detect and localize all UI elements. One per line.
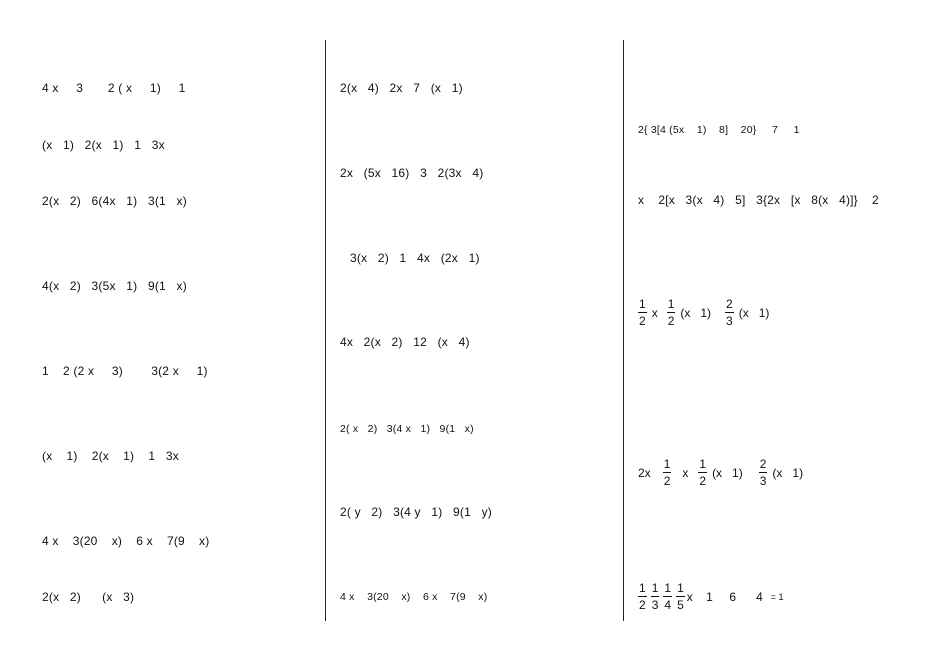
column-divider-right [623, 40, 624, 621]
fraction: $\frac{1}{2}$ [639, 581, 646, 612]
term: 2x [638, 466, 651, 480]
equation-c3-2: x 2[x 3(x 4) 5] 3{2x [x 8(x 4)]} 2 [638, 193, 879, 207]
equation-c2-5: 2( x 2) 3(4 x 1) 9(1 x) [340, 423, 474, 435]
term: (x 1) [712, 466, 743, 480]
term: x [651, 306, 658, 320]
term: x [682, 466, 689, 480]
fraction: $\frac{1}{2}$ [663, 457, 671, 488]
fraction: $\frac{1}{2}$ [699, 457, 707, 488]
fraction: $\frac{1}{5}$ [677, 581, 684, 612]
fraction: $\frac{1}{2}$ [667, 297, 675, 328]
equation-c2-6: 2( y 2) 3(4 y 1) 9(1 y) [340, 505, 492, 519]
fraction: $\frac{1}{3}$ [651, 581, 659, 612]
term: x 1 6 4 [686, 590, 763, 604]
equation-c1-4: 4(x 2) 3(5x 1) 9(1 x) [42, 279, 187, 293]
equation-c1-7: 4 x 3(20 x) 6 x 7(9 x) [42, 534, 210, 548]
equation-c1-8: 2(x 2) (x 3) [42, 590, 135, 604]
equation-c1-3: 2(x 2) 6(4x 1) 3(1 x) [42, 194, 187, 208]
term: (x 1) [680, 306, 712, 320]
equation-c3-5 [633, 582, 784, 612]
column-divider-left [325, 40, 326, 621]
equation-c1-1: 4 x 3 2 ( x 1) 1 [42, 81, 186, 95]
term: (x 1) [772, 466, 804, 480]
fraction: $\frac{1}{4}$ [664, 581, 672, 612]
fraction: $\frac{2}{3}$ [726, 297, 733, 328]
term: (x 1) [738, 306, 770, 320]
equation-c3-3 [633, 298, 769, 328]
equation-c2-1: 2(x 4) 2x 7 (x 1) [340, 81, 463, 95]
fraction: $\frac{2}{3}$ [759, 457, 767, 488]
term: = 1 [770, 592, 784, 602]
equation-c2-2: 2x (5x 16) 3 2(3x 4) [340, 166, 484, 180]
equation-c3-1: 2{ 3[4 (5x 1) 8] 20} 7 1 [638, 124, 800, 136]
equation-c2-4: 4x 2(x 2) 12 (x 4) [340, 335, 470, 349]
equation-c2-3: 3(x 2) 1 4x (2x 1) [350, 251, 480, 265]
equation-c1-2: (x 1) 2(x 1) 1 3x [42, 138, 165, 152]
equation-c1-5: 1 2 (2 x 3) 3(2 x 1) [42, 364, 208, 378]
equation-c2-7: 4 x 3(20 x) 6 x 7(9 x) [340, 591, 488, 603]
fraction: $\frac{1}{2}$ [639, 297, 646, 328]
equation-c1-6: (x 1) 2(x 1) 1 3x [42, 449, 179, 463]
equation-c3-4 [638, 458, 803, 488]
